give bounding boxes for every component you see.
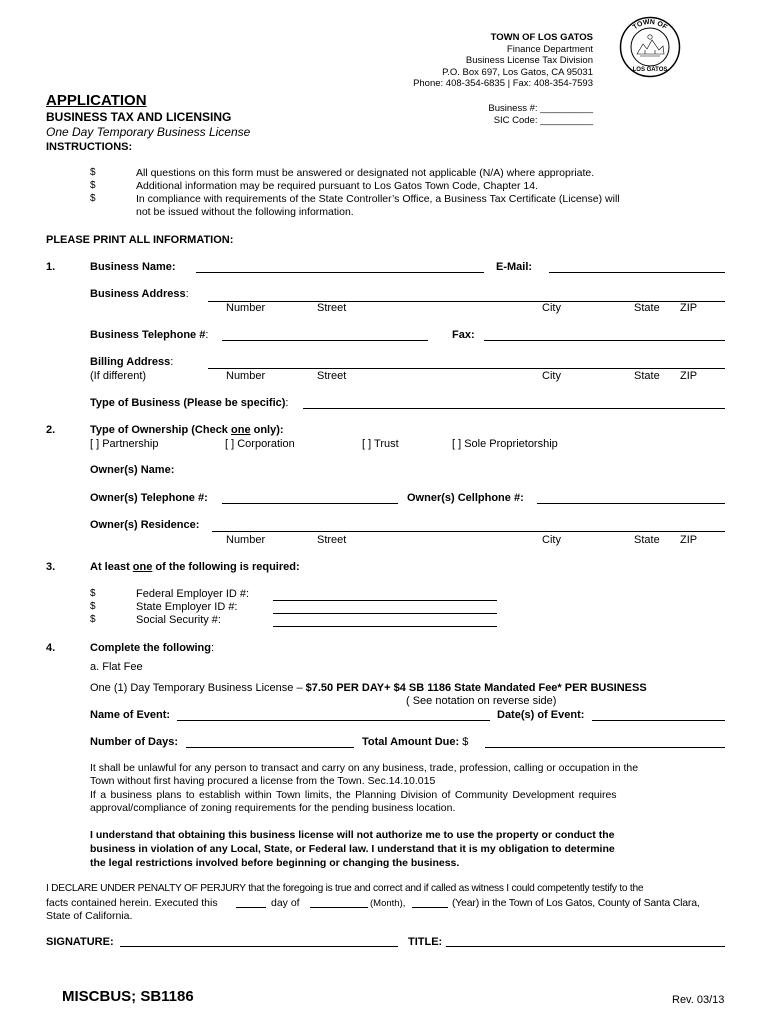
- form-code: MISCBUS; SB1186: [62, 988, 194, 1005]
- type-of-business-label: Type of Business (Please be specific):: [90, 397, 289, 409]
- reverse-notation: ( See notation on reverse side): [406, 695, 557, 707]
- fax-label: Fax:: [452, 329, 475, 341]
- section-2-number: 2.: [46, 424, 56, 436]
- declaration-day-of: day of: [271, 897, 300, 909]
- addr-sub-state-1: State: [634, 302, 660, 314]
- total-amount-label: Total Amount Due: $: [362, 736, 469, 748]
- signature-field[interactable]: [120, 946, 398, 947]
- mailing-address: P.O. Box 697, Los Gatos, CA 95031: [442, 66, 593, 78]
- business-number-field: Business #: __________: [488, 103, 593, 114]
- bullet-ssn: $: [90, 614, 96, 625]
- owner-cellphone-label: Owner(s) Cellphone #:: [407, 492, 524, 504]
- declaration-executed: facts contained herein. Executed this: [46, 897, 218, 909]
- title-field[interactable]: [446, 946, 725, 947]
- executed-month-field[interactable]: [310, 907, 368, 908]
- email-field[interactable]: [549, 272, 725, 273]
- town-seal-logo: [619, 16, 681, 78]
- addr-sub-zip-2: ZIP: [680, 370, 698, 382]
- bullet-3: $: [90, 193, 96, 204]
- office-use-fields: [488, 103, 593, 126]
- business-name-field[interactable]: [196, 272, 484, 273]
- bullet-1: $: [90, 167, 96, 178]
- instructions-heading: INSTRUCTIONS:: [46, 141, 133, 153]
- type-of-business-field[interactable]: [303, 408, 725, 409]
- owner-telephone-label: Owner(s) Telephone #:: [90, 492, 208, 504]
- event-dates-label: Date(s) of Event:: [497, 709, 585, 721]
- federal-employer-id-field[interactable]: [273, 600, 497, 601]
- declaration-year: (Year) in the Town of Los Gatos, County of Santa Clara,: [452, 897, 700, 909]
- owner-name-label: Owner(s) Name:: [90, 464, 175, 476]
- instruction-3-cont: not be issued without the following information.: [136, 206, 354, 218]
- section-3-number: 3.: [46, 561, 56, 573]
- addr-sub-zip-1: ZIP: [680, 302, 698, 314]
- flat-fee-label: a. Flat Fee: [90, 661, 143, 673]
- legal-line-2: Town without first having procured a license from the Town. Sec.14.10.015: [90, 775, 436, 787]
- email-label: E-Mail:: [496, 261, 533, 273]
- addr-sub-street-3: Street: [317, 534, 347, 546]
- form-title: BUSINESS TAX AND LICENSING: [46, 110, 232, 124]
- fax-field[interactable]: [484, 340, 725, 341]
- legal-line-3: If a business plans to establish within Town limits, the Planning Division of Community Development requires: [90, 789, 617, 801]
- owner-name-field[interactable]: [184, 476, 725, 477]
- svg-text:LOS GATOS: LOS GATOS: [632, 67, 668, 73]
- business-telephone-field[interactable]: [222, 340, 428, 341]
- understand-line-2: business in violation of any Local, State, or Federal law. I understand that it is my obligation to determine: [90, 843, 615, 855]
- title-label: TITLE:: [408, 936, 443, 948]
- bullet-fed: $: [90, 588, 96, 599]
- signature-label: SIGNATURE:: [46, 936, 114, 948]
- social-security-field[interactable]: [273, 626, 497, 627]
- state-employer-id-label: State Employer ID #:: [136, 601, 238, 613]
- town-name: TOWN OF LOS GATOS: [490, 32, 593, 43]
- bullet-state: $: [90, 601, 96, 612]
- business-address-label: Business Address:: [90, 288, 189, 300]
- declaration-month: (Month),: [370, 898, 406, 909]
- application-heading: APPLICATION: [46, 92, 147, 109]
- legal-line-1: It shall be unlawful for any person to transact and carry on any business, trade, profession, calling or occupation in the: [90, 762, 639, 774]
- event-name-label: Name of Event:: [90, 709, 171, 721]
- legal-line-4: approval/compliance of zoning requirements for the pending business location.: [90, 802, 456, 814]
- addr-sub-city-3: City: [542, 534, 561, 546]
- understand-line-1: I understand that obtaining this business license will not authorize me to use the property or conduct the: [90, 829, 615, 841]
- billing-address-field[interactable]: [208, 368, 725, 369]
- declaration-state: State of California.: [46, 910, 133, 922]
- bullet-2: $: [90, 180, 96, 191]
- if-different-note: (If different): [90, 370, 147, 382]
- checkbox-partnership[interactable]: [ ] Partnership: [90, 438, 159, 450]
- addr-sub-street-2: Street: [317, 370, 347, 382]
- ownership-heading: Type of Ownership (Check one only):: [90, 424, 284, 436]
- owner-residence-field[interactable]: [212, 531, 725, 532]
- business-name-label: Business Name:: [90, 261, 176, 273]
- addr-sub-state-2: State: [634, 370, 660, 382]
- event-name-field[interactable]: [177, 720, 490, 721]
- billing-address-label: Billing Address:: [90, 356, 174, 368]
- number-of-days-label: Number of Days:: [90, 736, 179, 748]
- section-4-number: 4.: [46, 642, 56, 654]
- division: Business License Tax Division: [465, 55, 593, 66]
- executed-year-field[interactable]: [412, 907, 448, 908]
- revision: Rev. 03/13: [672, 994, 725, 1006]
- checkbox-sole-proprietorship[interactable]: [ ] Sole Proprietorship: [452, 438, 558, 450]
- addr-sub-number-3: Number: [226, 534, 266, 546]
- executed-day-field[interactable]: [236, 907, 266, 908]
- addr-sub-city-2: City: [542, 370, 561, 382]
- event-dates-field[interactable]: [592, 720, 725, 721]
- addr-sub-state-3: State: [634, 534, 660, 546]
- understand-line-3: the legal restrictions involved before beginning or changing the business.: [90, 857, 460, 869]
- section-1-number: 1.: [46, 261, 56, 273]
- federal-employer-id-label: Federal Employer ID #:: [136, 588, 250, 600]
- addr-sub-number-1: Number: [226, 302, 266, 314]
- instruction-2: Additional information may be required pursuant to Los Gatos Town Code, Chapter 14.: [136, 180, 538, 192]
- business-telephone-label: Business Telephone #:: [90, 329, 209, 341]
- state-employer-id-field[interactable]: [273, 613, 497, 614]
- total-amount-field[interactable]: [485, 747, 725, 748]
- required-heading: At least one of the following is required:: [90, 561, 300, 573]
- print-all-heading: PLEASE PRINT ALL INFORMATION:: [46, 234, 234, 246]
- addr-sub-zip-3: ZIP: [680, 534, 698, 546]
- social-security-label: Social Security #:: [136, 614, 221, 626]
- department: Finance Department: [506, 43, 593, 55]
- sic-code-field: SIC Code: __________: [493, 114, 593, 126]
- form-subtitle: One Day Temporary Business License: [46, 125, 251, 139]
- complete-heading: Complete the following:: [90, 642, 215, 654]
- town-header: [413, 32, 593, 90]
- one-day-fee-text: One (1) Day Temporary Business License – $7.50 PER DAY+ $4 SB 1186 State Mandated Fee* PER BUSINESS: [90, 682, 647, 694]
- declaration-line-1: I DECLARE UNDER PENALTY OF PERJURY that the foregoing is true and correct and if called as witness I could competently testify to the: [46, 883, 644, 894]
- checkbox-trust[interactable]: [ ] Trust: [362, 438, 399, 450]
- checkbox-corporation[interactable]: [ ] Corporation: [225, 438, 295, 450]
- instruction-3: In compliance with requirements of the State Controller’s Office, a Business Tax Certificate (License) will: [136, 193, 620, 205]
- phone-fax: Phone: 408-354-6835 | Fax: 408-354-7593: [413, 78, 593, 89]
- svg-text:TOWN OF: TOWN OF: [631, 18, 669, 32]
- addr-sub-city-1: City: [542, 302, 561, 314]
- addr-sub-street-1: Street: [317, 302, 347, 314]
- instruction-1: All questions on this form must be answered or designated not applicable (N/A) where appropriate.: [136, 167, 595, 179]
- owner-cellphone-field[interactable]: [537, 503, 725, 504]
- owner-telephone-field[interactable]: [222, 503, 398, 504]
- addr-sub-number-2: Number: [226, 370, 266, 382]
- number-of-days-field[interactable]: [186, 747, 354, 748]
- owner-residence-label: Owner(s) Residence:: [90, 519, 200, 531]
